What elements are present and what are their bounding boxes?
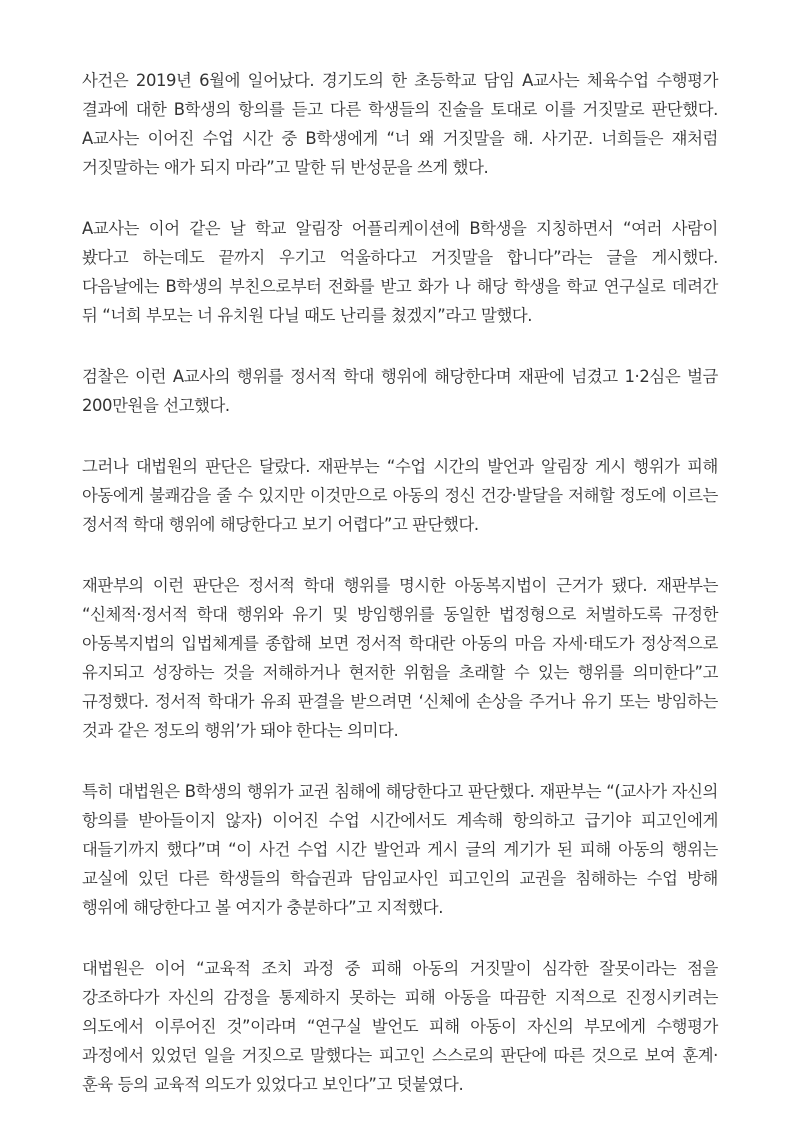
article-paragraph: 특히 대법원은 B학생의 행위가 교권 침해에 해당한다고 판단했다. 재판부는 “(교사가 자신의 항의를 받아들이지 않자) 이어진 수업 시간에서도 계속해 항의하고 급기야 피고인에게 대들기까지 했다”며 “이 사건 수업 시간 발언과 게시 글의 계기가 된 피해 아동의 행위는 교실에 있던 다른 학생들의 학습권과 담임교사인 피고인의 교권을 침해하는 수업 방해 행위에 해당한다고 볼 여지가 충분하다”고 지적했다. (82, 782, 718, 917)
article-paragraph: 그러나 대법원의 판단은 달랐다. 재판부는 “수업 시간의 발언과 알림장 게시 행위가 피해 아동에게 불쾌감을 줄 수 있지만 이것만으로 아동의 정신 건강·발달을 저해할 정도에 이르는 정서적 학대 행위에 해당한다고 보기 어렵다”고 판단했다. (82, 457, 718, 534)
article-paragraph: 재판부의 이런 판단은 정서적 학대 행위를 명시한 아동복지법이 근거가 됐다. 재판부는 “신체적·정서적 학대 행위와 유기 및 방임행위를 동일한 법정형으로 처벌하도록 규정한 아동복지법의 입법체계를 종합해 보면 정서적 학대란 아동의 마음 자세·태도가 정상적으로 유지되고 성장하는 것을 저해하거나 현저한 위험을 초래할 수 있는 행위를 의미한다”고 규정했다. 정서적 학대가 유죄 판결을 받으려면 ‘신체에 손상을 주거나 유기 또는 방임하는 것과 같은 정도의 행위’가 돼야 한다는 의미다. (82, 576, 718, 740)
article-paragraph: A교사는 이어 같은 날 학교 알림장 어플리케이션에 B학생을 지칭하면서 “여러 사람이 봤다고 하는데도 끝까지 우기고 억울하다고 거짓말을 합니다”라는 글을 게시했다. 다음날에는 B학생의 부친으로부터 전화를 받고 화가 나 해당 학생을 학교 연구실로 데려간 뒤 “너희 부모는 너 유치원 다닐 때도 난리를 쳤겠지”라고 말했다. (82, 219, 718, 325)
article-body (82, 66, 718, 1099)
article-paragraph: 사건은 2019년 6월에 일어났다. 경기도의 한 초등학교 담임 A교사는 체육수업 수행평가 결과에 대한 B학생의 항의를 듣고 다른 학생들의 진술을 토대로 이를 거짓말로 판단했다. A교사는 이어진 수업 시간 중 B학생에게 “너 왜 거짓말을 해. 사기꾼. 너희들은 쟤처럼 거짓말하는 애가 되지 마라”고 말한 뒤 반성문을 쓰게 했다. (82, 71, 718, 177)
article-paragraph: 검찰은 이런 A교사의 행위를 정서적 학대 행위에 해당한다며 재판에 넘겼고 1·2심은 벌금 200만원을 선고했다. (82, 367, 718, 415)
article-paragraph: 대법원은 이어 “교육적 조치 과정 중 피해 아동의 거짓말이 심각한 잘못이라는 점을 강조하다가 자신의 감정을 통제하지 못하는 피해 아동을 따끔한 지적으로 진정시키려는 의도에서 이루어진 것”이라며 “연구실 발언도 피해 아동이 자신의 부모에게 수행평가 과정에서 있었던 일을 거짓으로 말했다는 피고인 스스로의 판단에 따른 것으로 보여 훈계·훈육 등의 교육적 의도가 있었다고 보인다”고 덧붙였다. (82, 959, 718, 1094)
